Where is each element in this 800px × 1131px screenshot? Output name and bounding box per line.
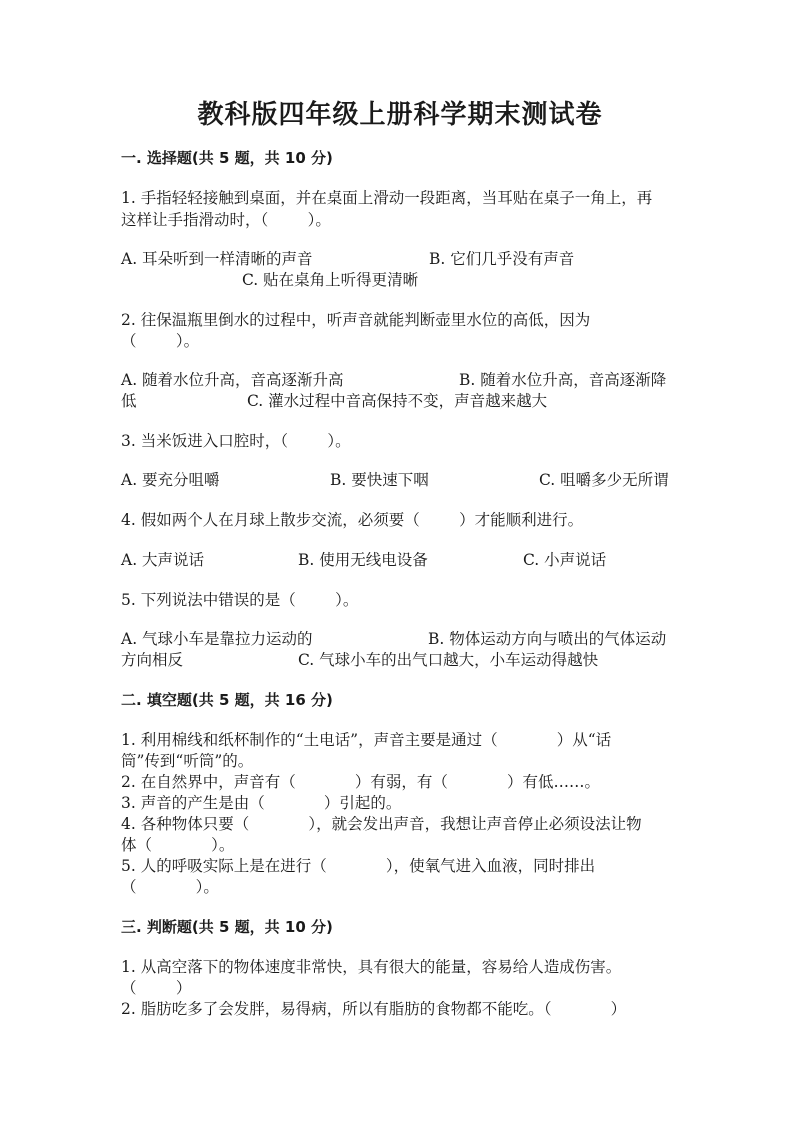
option-b-continued: 方向相反 [121, 651, 184, 669]
question-text: 筒”传到“听筒”的。 [121, 752, 254, 770]
question-text: 这样让手指滑动时，（ ）。 [121, 211, 331, 229]
option-c: C. 气球小车的出气口越大，小车运动得越快 [298, 651, 599, 669]
question-text: 1. 手指轻轻接触到桌面，并在桌面上滑动一段距离，当耳贴在桌子一角上，再 [121, 189, 653, 207]
option-c: C. 咀嚼多少无所谓 [539, 471, 669, 489]
option-c: C. 贴在桌角上听得更清晰 [242, 271, 419, 289]
question-text: 2. 在自然界中，声音有（ ）有弱，有（ ）有低……。 [121, 773, 600, 791]
question-text: （ ） [121, 979, 192, 997]
question-text: 2. 往保温瓶里倒水的过程中，听声音就能判断壶里水位的高低，因为 [121, 311, 591, 329]
option-c: C. 灌水过程中音高保持不变，声音越来越大 [247, 392, 548, 410]
question-text: 体（ ）。 [121, 836, 235, 854]
section-header-choice: 一. 选择题(共 5 题，共 10 分) [121, 149, 333, 167]
option-a: A. 大声说话 [121, 551, 205, 569]
question-text: （ ）。 [121, 878, 219, 896]
page-title: 教科版四年级上册科学期末测试卷 [197, 100, 603, 130]
option-b: B. 使用无线电设备 [298, 551, 428, 569]
question-text: 4. 假如两个人在月球上散步交流，必须要（ ）才能顺利进行。 [121, 511, 584, 529]
option-c: C. 小声说话 [523, 551, 607, 569]
question-text: 1. 从高空落下的物体速度非常快，具有很大的能量，容易给人造成伤害。 [121, 958, 622, 976]
option-a: A. 耳朵听到一样清晰的声音 [121, 250, 313, 268]
question-text: （ ）。 [121, 332, 200, 350]
question-text: 1. 利用棉线和纸杯制作的“土电话”，声音主要是通过（ ）从“话 [121, 731, 612, 749]
section-header-fill: 二. 填空题(共 5 题，共 16 分) [121, 691, 333, 709]
section-header-judge: 三. 判断题(共 5 题，共 10 分) [121, 918, 333, 936]
option-b: B. 随着水位升高，音高逐渐降 [459, 371, 667, 389]
question-text: 5. 人的呼吸实际上是在进行（ ），使氧气进入血液，同时排出 [121, 857, 596, 875]
option-b: B. 要快速下咽 [330, 471, 429, 489]
option-a: A. 要充分咀嚼 [121, 471, 220, 489]
question-text: 2. 脂肪吃多了会发胖，易得病，所以有脂肪的食物都不能吃。（ ） [121, 1000, 627, 1018]
question-text: 5. 下列说法中错误的是（ ）。 [121, 591, 359, 609]
option-b: B. 物体运动方向与喷出的气体运动 [428, 630, 667, 648]
option-b-continued: 低 [121, 392, 137, 410]
option-b: B. 它们几乎没有声音 [429, 250, 575, 268]
question-text: 3. 声音的产生是由（ ）引起的。 [121, 794, 402, 812]
question-text: 4. 各种物体只要（ ），就会发出声音，我想让声音停止必须设法让物 [121, 815, 642, 833]
option-a: A. 随着水位升高，音高逐渐升高 [121, 371, 344, 389]
question-text: 3. 当米饭进入口腔时，（ ）。 [121, 432, 351, 450]
option-a: A. 气球小车是靠拉力运动的 [121, 630, 313, 648]
